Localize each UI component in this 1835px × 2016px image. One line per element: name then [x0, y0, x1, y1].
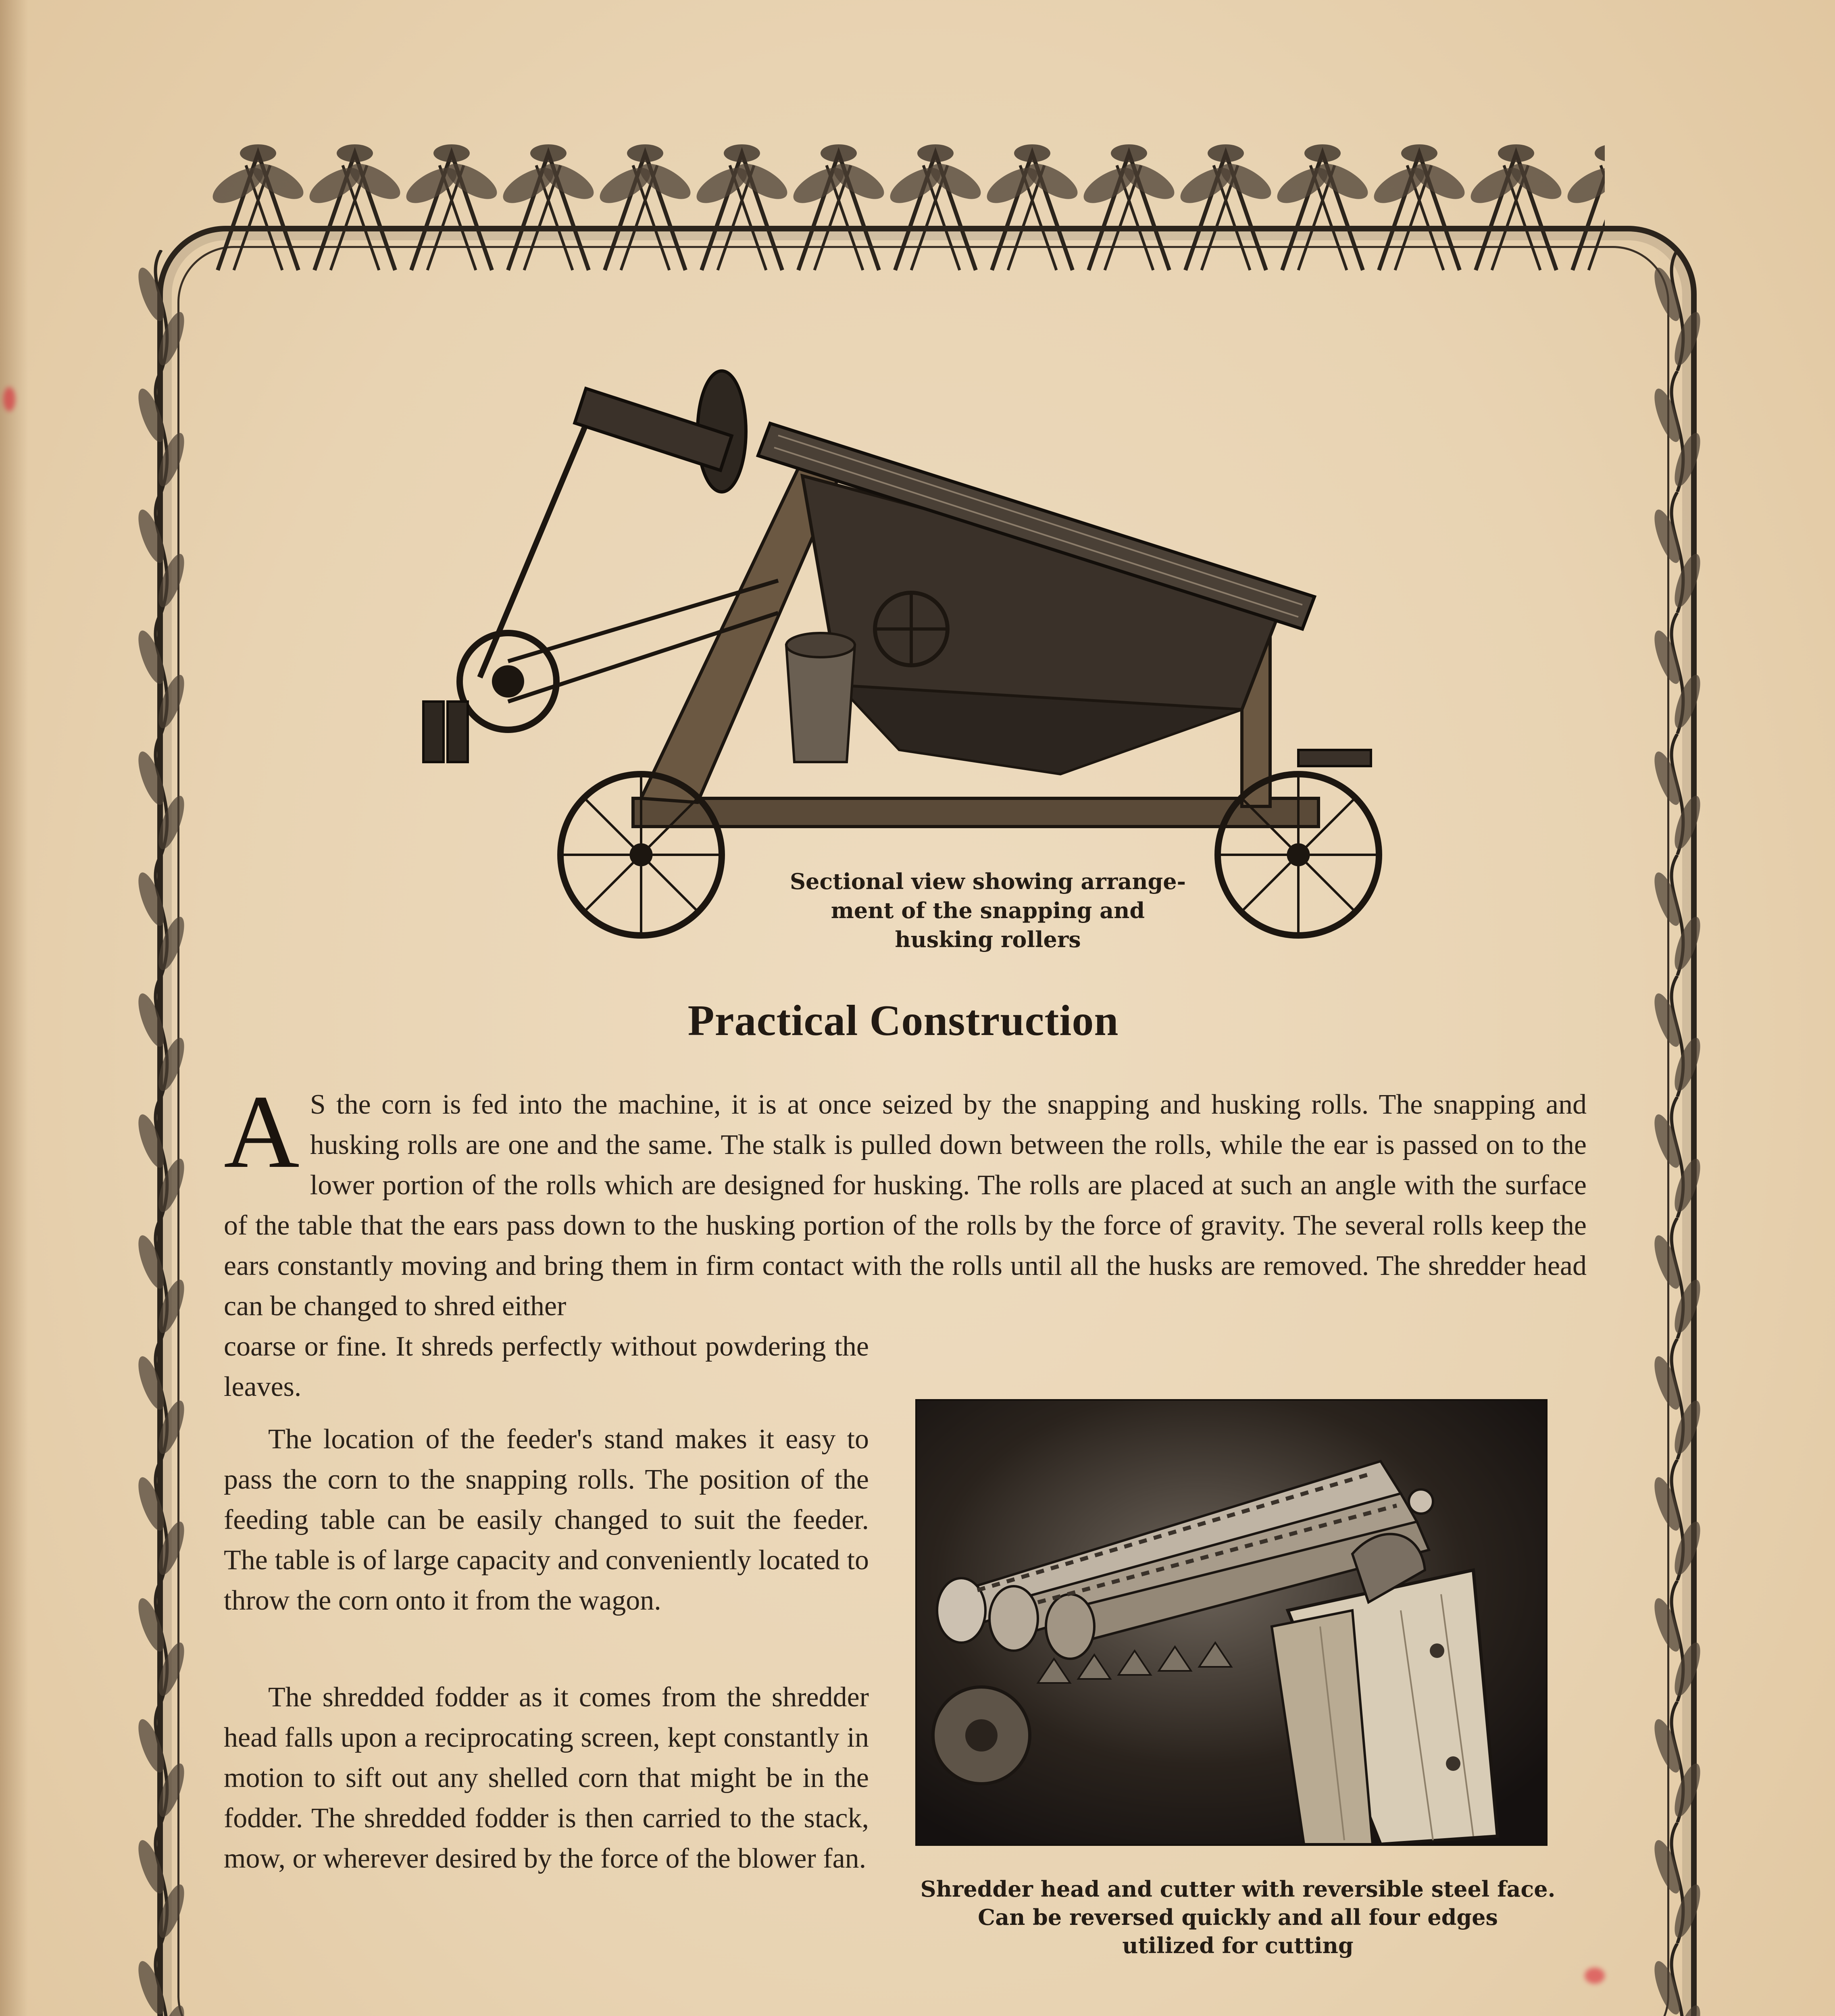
- left-vine-border: [133, 250, 190, 2016]
- paragraph-1-text: S the corn is fed into the machine, it is at once seized by the snapping and husking rolls. The snapping and husking rolls are one and the same. The stalk is pulled down between the rolls, while the ear is passed on to the lower portion of the rolls which are designed for husking. The rolls are placed at such an angle with the surface of the table that the ears pass down to the husking portion of the rolls by the force of gravity. The several rolls keep the ears constantly moving and bring them in firm contact with the rolls until all the husks are removed. The shredder head can be changed to shred either: [224, 1089, 1587, 1322]
- bottom-figure-caption: [887, 1875, 1589, 1960]
- section-heading: Practical Construction: [687, 997, 1119, 1045]
- binding-shadow: [0, 0, 28, 2016]
- caption-line: Sectional view showing arrange-: [790, 868, 1186, 894]
- paragraph-1-continuation: coarse or fine. It shreds perfectly without powdering the leaves.: [224, 1331, 869, 1402]
- shredder-head-photo: [915, 1399, 1548, 1846]
- caption-line: Can be reversed quickly and all four edges: [978, 1904, 1498, 1930]
- red-stain: [3, 387, 15, 411]
- caption-line: husking rollers: [895, 927, 1081, 952]
- paragraph-3: The shredded fodder as it comes from the shredder head falls upon a reciprocating screen, kept constantly in motion to sift out any shelled corn that might be in the fodder. The shredded fodder is then carried to the stack, mow, or wherever desired by the force of the blower fan.: [224, 1682, 869, 1874]
- top-leaf-border: [210, 137, 1605, 274]
- caption-line: utilized for cutting: [1122, 1933, 1354, 1958]
- drop-cap: A: [224, 1074, 300, 1190]
- top-figure-caption: [706, 867, 1270, 954]
- paragraph-1: [224, 1074, 1587, 1327]
- right-vine-border: [1649, 250, 1706, 2016]
- caption-line: ment of the snapping and: [831, 898, 1145, 923]
- caption-line: Shredder head and cutter with reversible steel face.: [920, 1876, 1556, 1902]
- paragraph-2: The location of the feeder's stand makes it easy to pass the corn to the snapping rolls. The position of the feeding table can be easily changed to suit the feeder. The table is of large capacity and conveniently located to throw the corn onto it from the wagon.: [224, 1424, 869, 1616]
- husker-sectional-illustration: [415, 355, 1399, 948]
